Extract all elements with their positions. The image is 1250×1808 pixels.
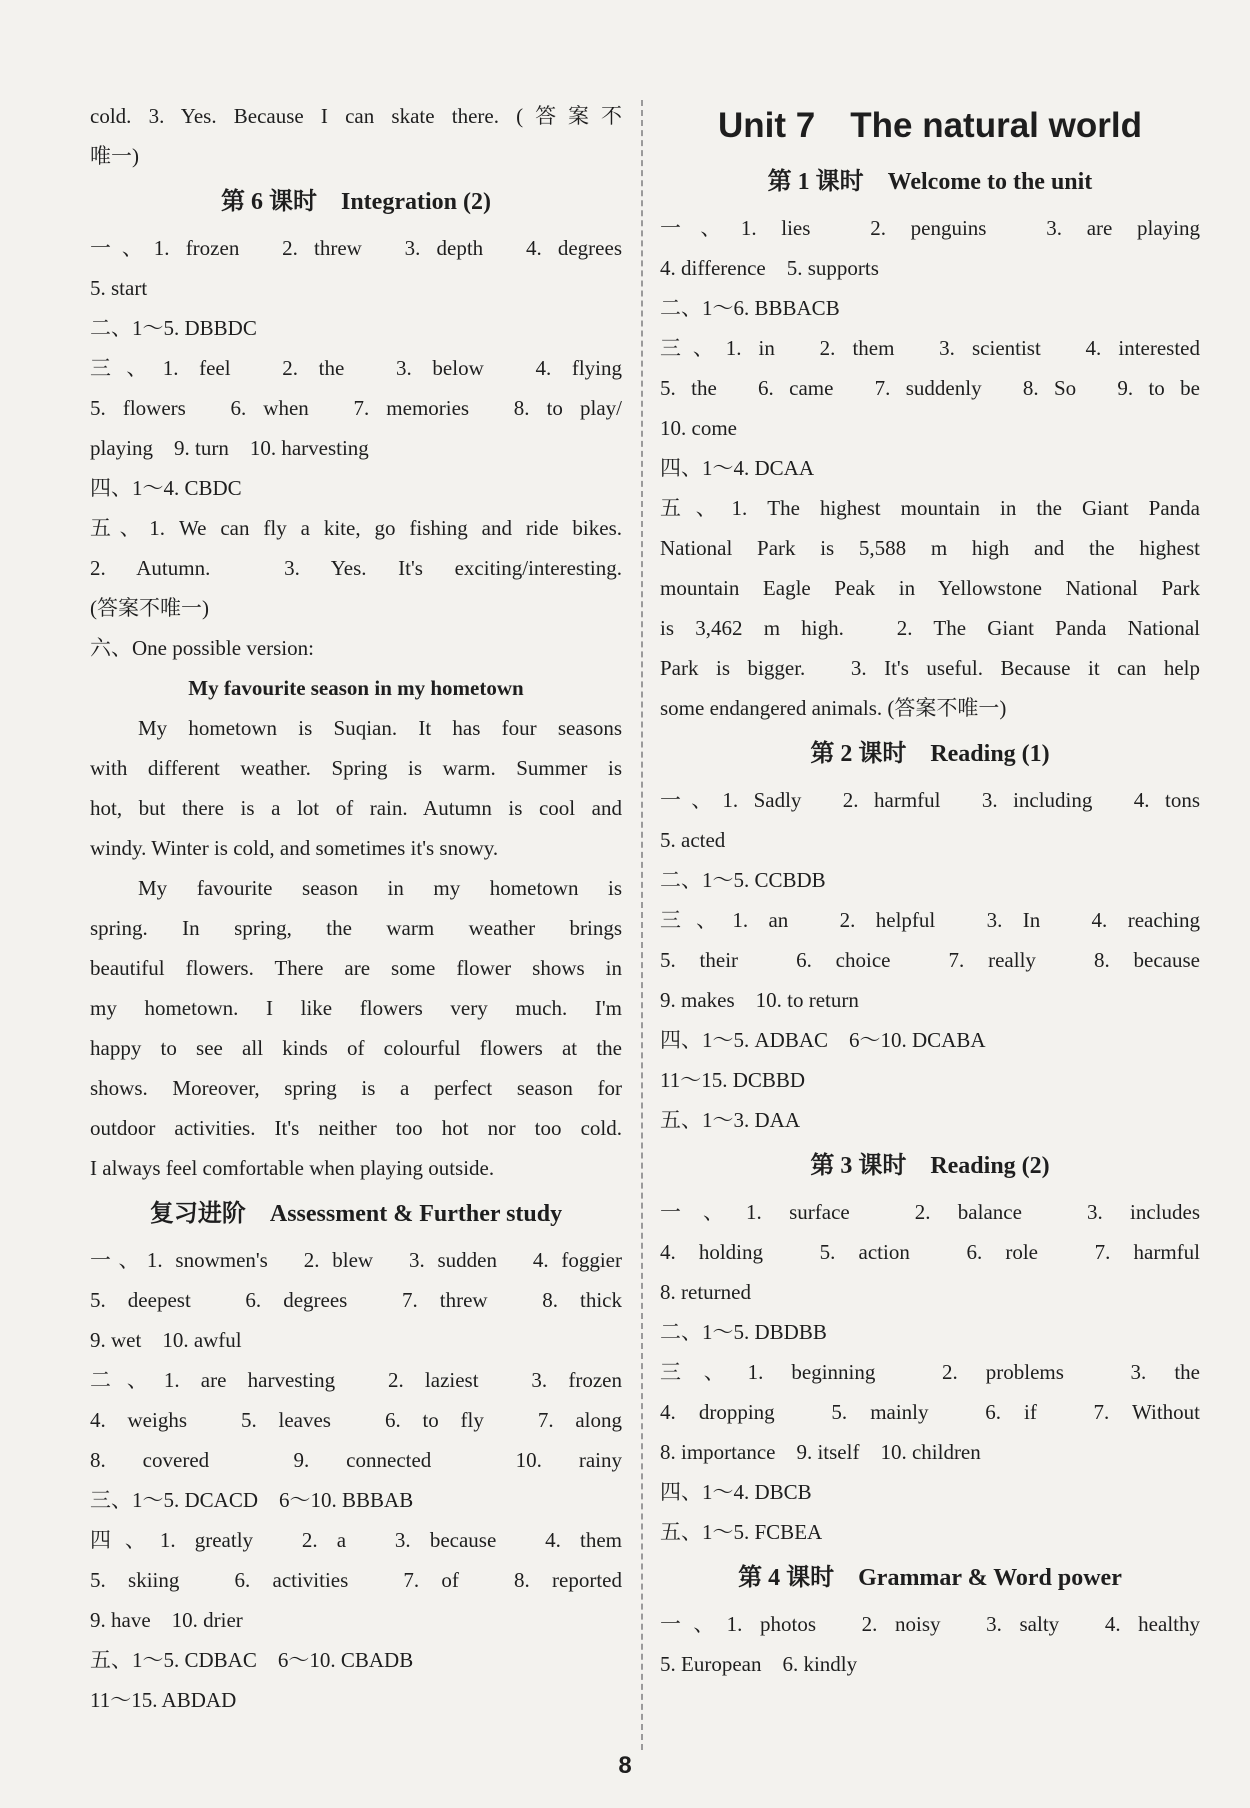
- lesson-6-title: 第 6 课时 Integration (2): [221, 189, 491, 215]
- answer-line: 一、1. photos 2. noisy 3. salty 4. healthy: [660, 1612, 1200, 1636]
- answer-line: cold. 3. Yes. Because I can skate there. (答案不: [90, 104, 622, 128]
- answer-line: 4. weighs 5. leaves 6. to fly 7. along: [90, 1408, 622, 1432]
- answer-line: 一、1. Sadly 2. harmful 3. including 4. tons: [660, 788, 1200, 812]
- answer-line: 一、1. frozen 2. threw 3. depth 4. degrees: [90, 236, 622, 260]
- answer-line: 8. returned: [660, 1280, 751, 1304]
- answer-line: 二、1～5. DBDBB: [660, 1320, 827, 1344]
- answer-line: 三、1～5. DCACD 6～10. BBBAB: [90, 1488, 414, 1512]
- answer-line: 2. Autumn. 3. Yes. It's exciting/interesting.: [90, 556, 622, 580]
- essay-line: beautiful flowers. There are some flower shows in: [90, 956, 622, 980]
- essay-line: my hometown. I like flowers very much. I'm: [90, 996, 622, 1020]
- right-column: [660, 96, 1200, 1684]
- essay-title: My favourite season in my hometown: [188, 676, 524, 700]
- answer-line: 9. wet 10. awful: [90, 1328, 242, 1352]
- essay-line: happy to see all kinds of colourful flowers at the: [90, 1036, 622, 1060]
- answer-line: 二、1～6. BBBACB: [660, 296, 840, 320]
- unit-title: Unit 7 The natural world: [718, 106, 1142, 145]
- answer-line: some endangered animals. (答案不唯一): [660, 696, 1007, 720]
- answer-line: 五、1. We can fly a kite, go fishing and ride bikes.: [90, 516, 622, 540]
- answer-line: 4. dropping 5. mainly 6. if 7. Without: [660, 1400, 1200, 1424]
- answer-line: 三、1. an 2. helpful 3. In 4. reaching: [660, 908, 1200, 932]
- answer-line: (答案不唯一): [90, 596, 209, 620]
- left-column: [90, 96, 622, 1720]
- answer-line: 六、One possible version:: [90, 636, 314, 660]
- answer-line: 5. the 6. came 7. suddenly 8. So 9. to be: [660, 376, 1200, 400]
- answer-line: 11～15. ABDAD: [90, 1688, 237, 1712]
- answer-line: 5. flowers 6. when 7. memories 8. to play/: [90, 396, 622, 420]
- answer-line: 5. skiing 6. activities 7. of 8. reported: [90, 1568, 622, 1592]
- answer-line: 11～15. DCBBD: [660, 1068, 806, 1092]
- answer-line: 5. start: [90, 276, 148, 300]
- answer-line: 三、1. beginning 2. problems 3. the: [660, 1360, 1200, 1384]
- answer-line: 唯一): [90, 144, 139, 168]
- essay-line: hot, but there is a lot of rain. Autumn is cool and: [90, 796, 622, 820]
- essay-line: My hometown is Suqian. It has four seasons: [138, 716, 622, 740]
- lesson-3-title: 第 3 课时 Reading (2): [810, 1153, 1050, 1179]
- answer-line: 9. makes 10. to return: [660, 988, 859, 1012]
- answer-line: 三、1. in 2. them 3. scientist 4. interested: [660, 336, 1200, 360]
- answer-line: 四、1. greatly 2. a 3. because 4. them: [90, 1528, 622, 1552]
- answer-line: 五、1～3. DAA: [660, 1108, 800, 1132]
- answer-line: 10. come: [660, 416, 737, 440]
- essay-line: shows. Moreover, spring is a perfect season for: [90, 1076, 622, 1100]
- answer-line: 四、1～4. DBCB: [660, 1480, 812, 1504]
- lesson-4-title: 第 4 课时 Grammar & Word power: [738, 1565, 1122, 1591]
- answer-line: 5. deepest 6. degrees 7. threw 8. thick: [90, 1288, 622, 1312]
- essay-line: with different weather. Spring is warm. Summer is: [90, 756, 622, 780]
- answer-line: playing 9. turn 10. harvesting: [90, 436, 369, 460]
- answer-line: 二、1～5. CCBDB: [660, 868, 826, 892]
- answer-line: 8. covered 9. connected 10. rainy: [90, 1448, 622, 1472]
- answer-line: 五、1～5. FCBEA: [660, 1520, 823, 1544]
- essay-line: windy. Winter is cold, and sometimes it's snowy.: [90, 836, 499, 860]
- essay-line: I always feel comfortable when playing outside.: [90, 1156, 495, 1180]
- answer-line: 二、1～5. DBBDC: [90, 316, 257, 340]
- column-divider: [641, 100, 643, 1750]
- answer-line: 4. difference 5. supports: [660, 256, 879, 280]
- page-number: 8: [618, 1752, 632, 1779]
- answer-line: Park is bigger. 3. It's useful. Because it can help: [660, 656, 1200, 680]
- answer-line: 一、1. surface 2. balance 3. includes: [660, 1200, 1200, 1224]
- answer-line: mountain Eagle Peak in Yellowstone National Park: [660, 576, 1200, 600]
- answer-line: 四、1～4. CBDC: [90, 476, 242, 500]
- answer-line: 8. importance 9. itself 10. children: [660, 1440, 981, 1464]
- answer-line: 9. have 10. drier: [90, 1608, 243, 1632]
- answer-line: 三、1. feel 2. the 3. below 4. flying: [90, 356, 622, 380]
- answer-line: 4. holding 5. action 6. role 7. harmful: [660, 1240, 1200, 1264]
- answer-line: 5. acted: [660, 828, 726, 852]
- answer-line: 五、1～5. CDBAC 6～10. CBADB: [90, 1648, 414, 1672]
- answer-line: 一、1. snowmen's 2. blew 3. sudden 4. foggier: [90, 1248, 622, 1272]
- essay-line: My favourite season in my hometown is: [138, 876, 622, 900]
- answer-line: 五、1. The highest mountain in the Giant Panda: [660, 496, 1200, 520]
- answer-line: is 3,462 m high. 2. The Giant Panda National: [660, 616, 1200, 640]
- lesson-1-title: 第 1 课时 Welcome to the unit: [767, 169, 1093, 195]
- answer-line: 一、1. lies 2. penguins 3. are playing: [660, 216, 1200, 240]
- answer-line: 二、1. are harvesting 2. laziest 3. frozen: [90, 1368, 622, 1392]
- answer-line: 四、1～4. DCAA: [660, 456, 815, 480]
- answer-line: National Park is 5,588 m high and the highest: [660, 536, 1200, 560]
- answer-line: 四、1～5. ADBAC 6～10. DCABA: [660, 1028, 986, 1052]
- essay-line: outdoor activities. It's neither too hot nor too cold.: [90, 1116, 622, 1140]
- answer-line: 5. European 6. kindly: [660, 1652, 858, 1676]
- lesson-2-title: 第 2 课时 Reading (1): [810, 741, 1050, 767]
- answer-line: 5. their 6. choice 7. really 8. because: [660, 948, 1200, 972]
- essay-line: spring. In spring, the warm weather brings: [90, 916, 622, 940]
- review-title: 复习进阶 Assessment & Further study: [149, 1201, 563, 1227]
